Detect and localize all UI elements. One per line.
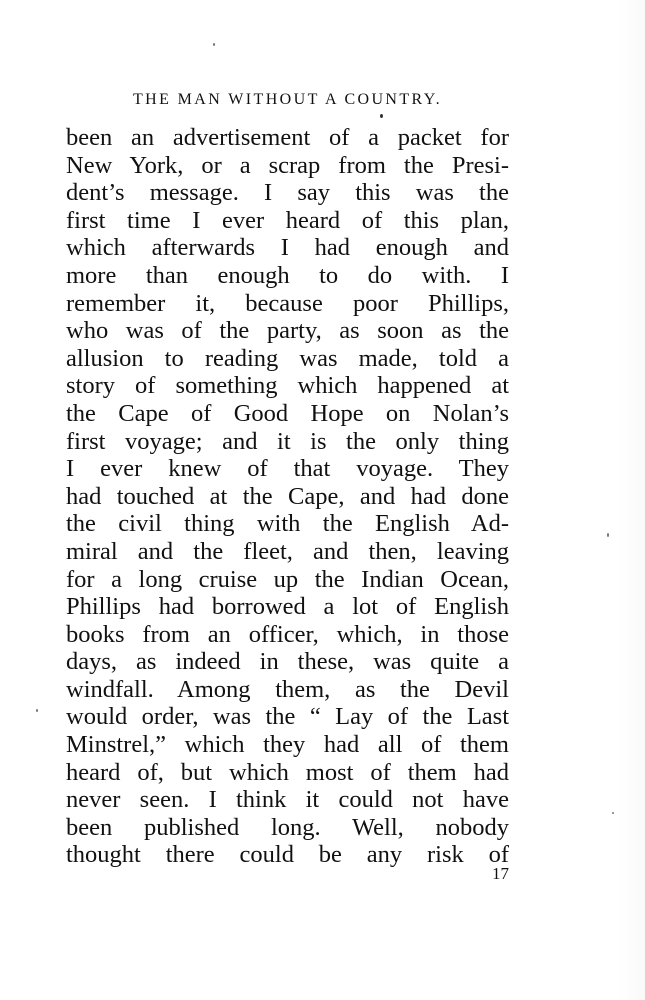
text-line: windfall. Among them, as the Devil: [66, 675, 509, 703]
text-line: story of something which happened at: [66, 372, 509, 400]
text-line: thought there could be any risk of: [66, 841, 509, 869]
text-line: the civil thing with the English Ad-: [66, 510, 509, 538]
text-line: Phillips had borrowed a lot of English: [66, 593, 509, 621]
page-number: 17: [492, 864, 509, 883]
text-line: the Cape of Good Hope on Nolan’s: [66, 399, 509, 427]
body-text: [66, 124, 509, 869]
text-line: which afterwards I had enough and: [66, 234, 509, 262]
scan-speck: [36, 709, 38, 712]
scan-speck: [612, 812, 614, 814]
text-line: allusion to reading was made, told a: [66, 344, 509, 372]
running-head: THE MAN WITHOUT A COUNTRY.: [132, 91, 443, 108]
scan-speck: [380, 114, 383, 118]
text-line: been an advertisement of a packet for: [66, 124, 509, 151]
text-line: books from an officer, which, in those: [66, 620, 509, 648]
text-line: more than enough to do with. I: [66, 261, 509, 289]
text-line: miral and the fleet, and then, leaving: [66, 537, 509, 565]
text-line: heard of, but which most of them had: [66, 758, 509, 786]
scan-speck: [213, 43, 215, 46]
text-line: been published long. Well, nobody: [66, 813, 509, 841]
text-line: I ever knew of that voyage. They: [66, 455, 509, 483]
text-line: dent’s message. I say this was the: [66, 179, 509, 207]
text-line: remember it, because poor Phillips,: [66, 289, 509, 317]
text-line: would order, was the “ Lay of the Last: [66, 703, 509, 731]
text-line: first voyage; and it is the only thing: [66, 427, 509, 455]
text-line: first time I ever heard of this plan,: [66, 206, 509, 234]
text-line: days, as indeed in these, was quite a: [66, 648, 509, 676]
text-line: who was of the party, as soon as the: [66, 317, 509, 345]
page-edge-shadow: [619, 0, 645, 1000]
text-line: had touched at the Cape, and had done: [66, 482, 509, 510]
text-line: Minstrel,” which they had all of them: [66, 731, 509, 759]
text-line: never seen. I think it could not have: [66, 786, 509, 814]
text-line: New York, or a scrap from the Presi-: [66, 151, 509, 179]
text-line: for a long cruise up the Indian Ocean,: [66, 565, 509, 593]
scan-speck: [607, 533, 609, 537]
